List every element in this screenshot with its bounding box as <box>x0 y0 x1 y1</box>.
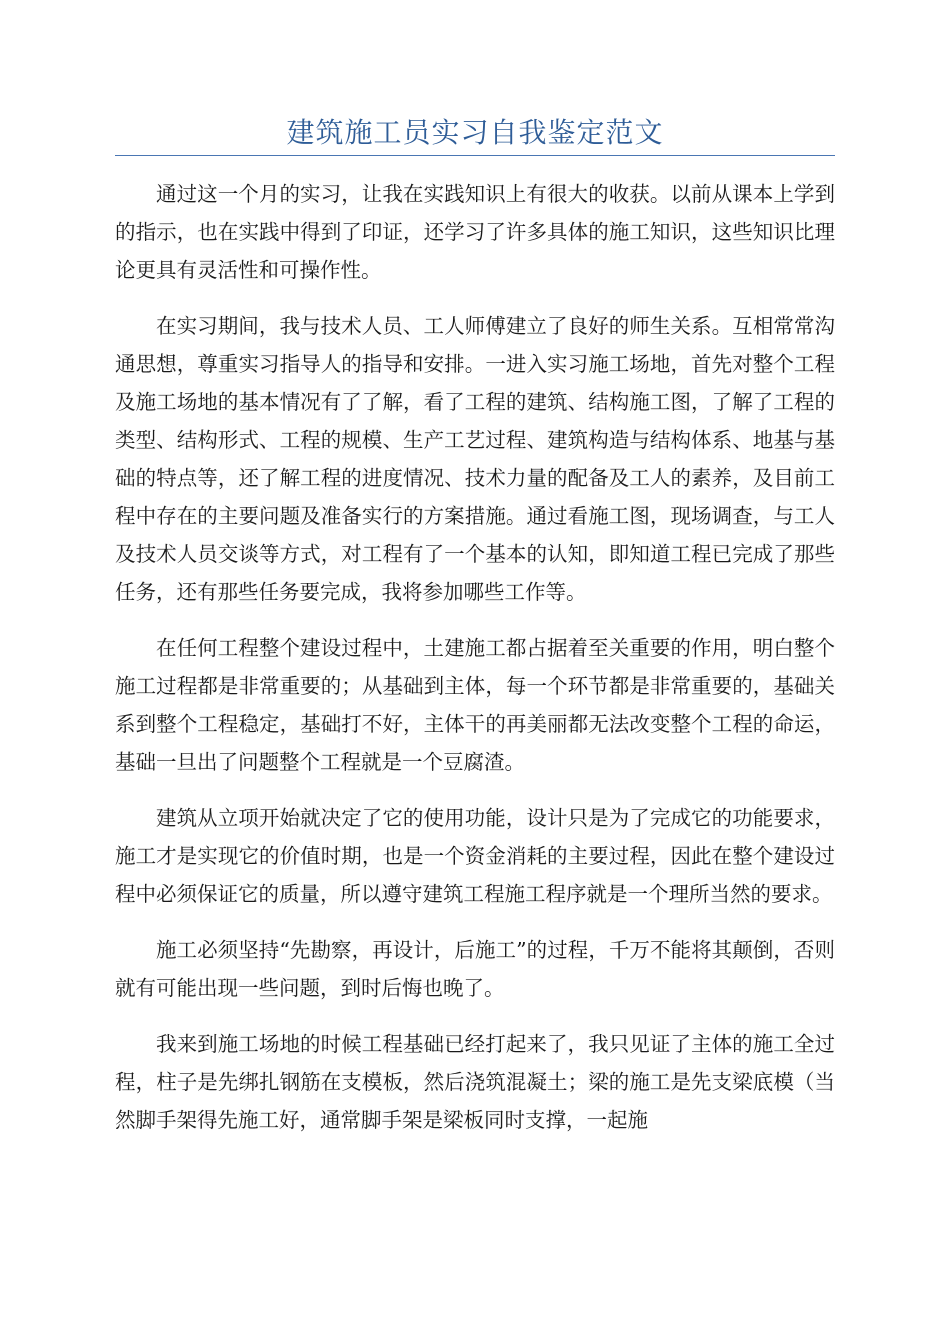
title-underline <box>115 155 835 156</box>
document-title: 建筑施工员实习自我鉴定范文 <box>286 116 664 149</box>
paragraph-6: 我来到施工场地的时候工程基础已经打起来了，我只见证了主体的施工全过程，柱子是先绑扎钢筋在支模板，然后浇筑混凝土；梁的施工是先支梁底模（当然脚手架得先施工好，通常脚手架是梁板同时支撑，一起施 <box>115 1032 835 1132</box>
document-body <box>115 175 835 1157</box>
paragraph-4: 建筑从立项开始就决定了它的使用功能，设计只是为了完成它的功能要求，施工才是实现它的价值时期，也是一个资金消耗的主要过程，因此在整个建设过程中必须保证它的质量，所以遵守建筑工程施工程序就是一个理所当然的要求。 <box>115 806 835 906</box>
paragraph-1: 通过这一个月的实习，让我在实践知识上有很大的收获。以前从课本上学到的指示，也在实践中得到了印证，还学习了许多具体的施工知识，这些知识比理论更具有灵活性和可操作性。 <box>115 182 835 282</box>
paragraph-5: 施工必须坚持“先勘察，再设计，后施工”的过程，千万不能将其颠倒，否则就有可能出现一些问题，到时后悔也晚了。 <box>115 938 835 1000</box>
paragraph-2: 在实习期间，我与技术人员、工人师傅建立了良好的师生关系。互相常常沟通思想，尊重实习指导人的指导和安排。一进入实习施工场地，首先对整个工程及施工场地的基本情况有了了解，看了工程的建筑、结构施工图，了解了工程的类型、结构形式、工程的规模、生产工艺过程、建筑构造与结构体系、地基与基础的特点等，还了解工程的进度情况、技术力量的配备及工人的素养，及目前工程中存在的主要问题及准备实行的方案措施。通过看施工图，现场调查，与工人及技术人员交谈等方式，对工程有了一个基本的认知，即知道工程已完成了那些任务，还有那些任务要完成，我将参加哪些工作等。 <box>115 314 835 604</box>
paragraph-3: 在任何工程整个建设过程中，土建施工都占据着至关重要的作用，明白整个施工过程都是非常重要的；从基础到主体，每一个环节都是非常重要的，基础关系到整个工程稳定，基础打不好，主体干的再美丽都无法改变整个工程的命运，基础一旦出了问题整个工程就是一个豆腐渣。 <box>115 636 835 774</box>
